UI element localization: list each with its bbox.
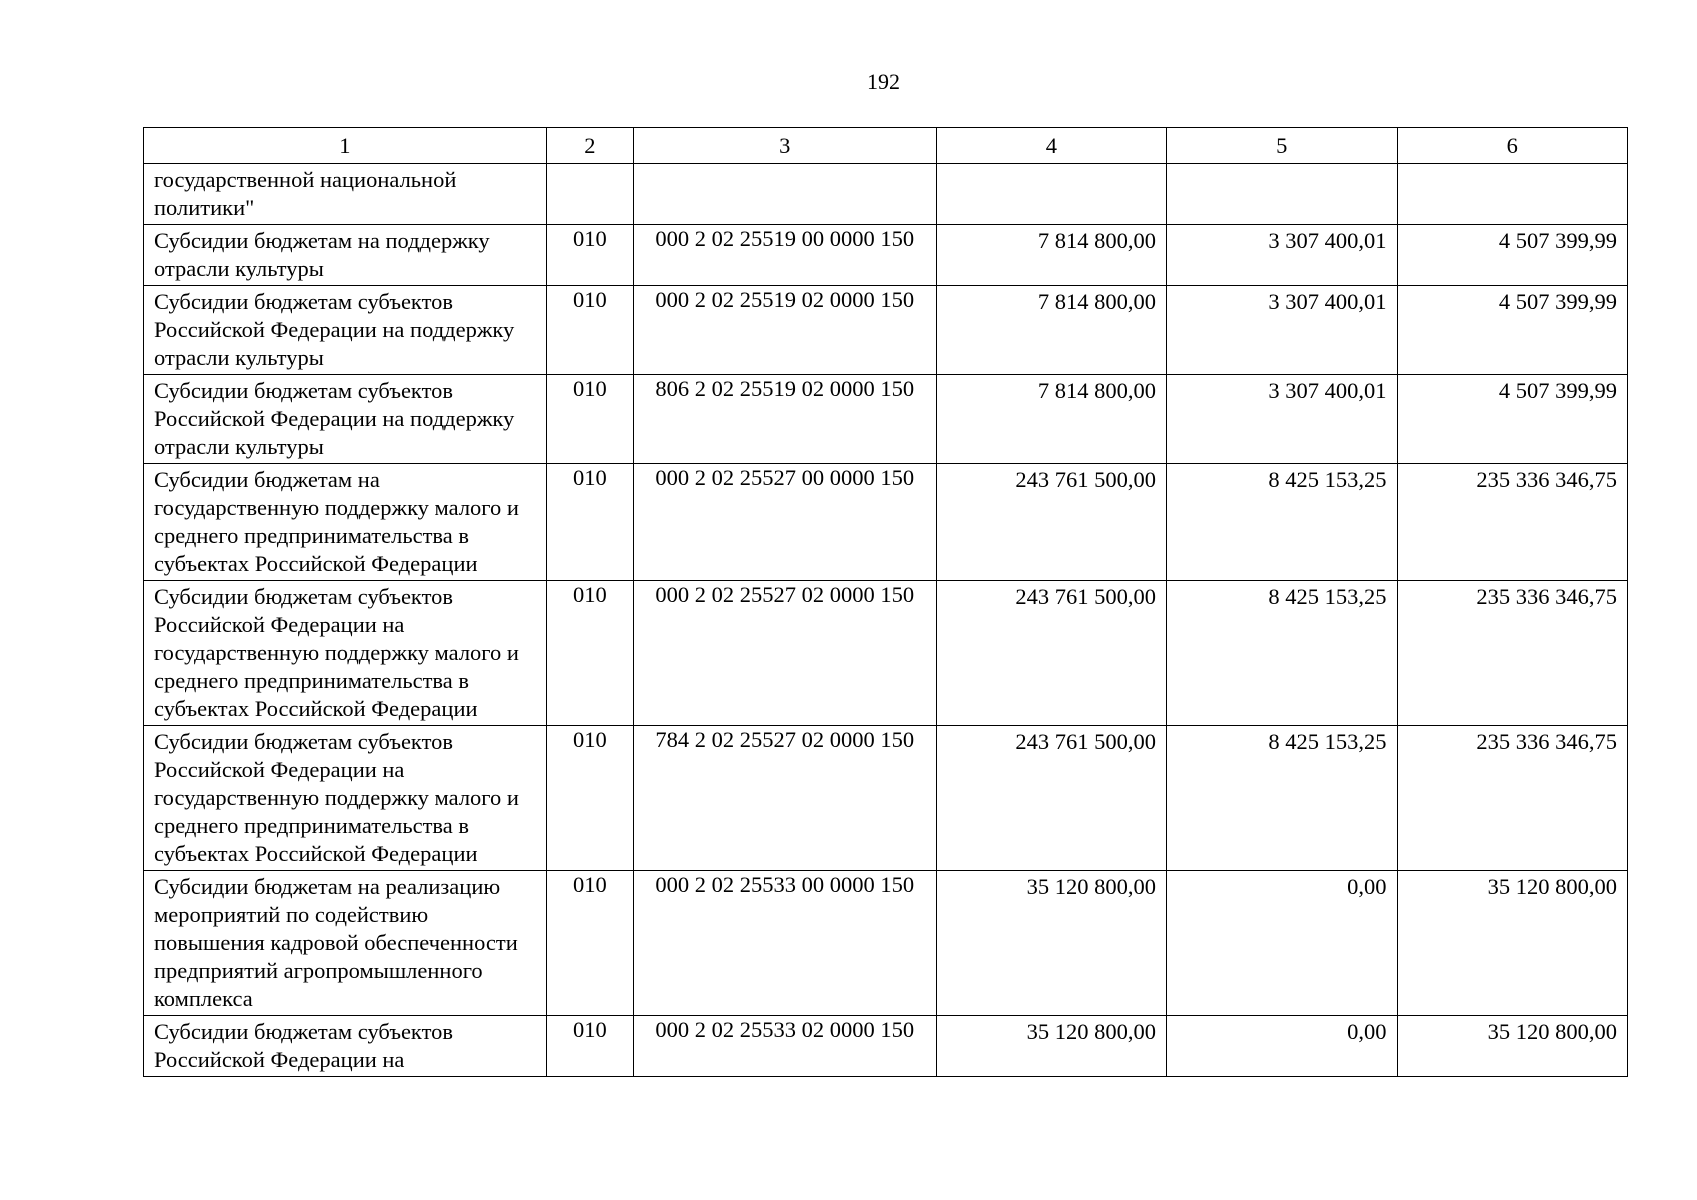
table-row [144, 286, 1628, 375]
header-row [144, 128, 1628, 164]
row-executed-cell: 8 425 153,25 [1167, 581, 1397, 726]
column-header: 2 [546, 128, 633, 164]
page-number: 192 [867, 69, 900, 94]
row-name-cell: Субсидии бюджетам на государственную поддержку малого и среднего предпринимательства в субъектах Российской Федерации [144, 464, 547, 581]
row-plan-cell [936, 164, 1166, 225]
row-plan-cell: 243 761 500,00 [936, 726, 1166, 871]
row-plan-cell: 7 814 800,00 [936, 375, 1166, 464]
row-name-cell: Субсидии бюджетам субъектов Российской Федерации на [144, 1016, 547, 1077]
row-name-cell: Субсидии бюджетам на поддержку отрасли культуры [144, 225, 547, 286]
row-kbk-cell: 000 2 02 25527 02 0000 150 [633, 581, 936, 726]
row-executed-cell: 0,00 [1167, 871, 1397, 1016]
row-executed-cell: 8 425 153,25 [1167, 464, 1397, 581]
row-name-cell: Субсидии бюджетам субъектов Российской Федерации на поддержку отрасли культуры [144, 286, 547, 375]
row-code-cell: 010 [546, 464, 633, 581]
row-executed-cell: 0,00 [1167, 1016, 1397, 1077]
row-plan-cell: 243 761 500,00 [936, 464, 1166, 581]
column-header: 1 [144, 128, 547, 164]
row-kbk-cell: 000 2 02 25527 00 0000 150 [633, 464, 936, 581]
row-code-cell: 010 [546, 871, 633, 1016]
row-name-cell: государственной национальной политики" [144, 164, 547, 225]
row-kbk-cell: 000 2 02 25533 02 0000 150 [633, 1016, 936, 1077]
row-kbk-cell: 784 2 02 25527 02 0000 150 [633, 726, 936, 871]
column-header: 5 [1167, 128, 1397, 164]
budget-table [143, 127, 1628, 1077]
row-remaining-cell: 4 507 399,99 [1397, 375, 1628, 464]
row-name-cell: Субсидии бюджетам субъектов Российской Федерации на государственную поддержку малого и среднего предпринимательства в субъектах Российской Федерации [144, 581, 547, 726]
row-remaining-cell: 235 336 346,75 [1397, 581, 1628, 726]
table-row [144, 375, 1628, 464]
row-code-cell: 010 [546, 225, 633, 286]
row-name-cell: Субсидии бюджетам субъектов Российской Федерации на государственную поддержку малого и среднего предпринимательства в субъектах Российской Федерации [144, 726, 547, 871]
table-row [144, 581, 1628, 726]
row-code-cell: 010 [546, 375, 633, 464]
table-row [144, 225, 1628, 286]
row-kbk-cell: 806 2 02 25519 02 0000 150 [633, 375, 936, 464]
row-executed-cell: 3 307 400,01 [1167, 225, 1397, 286]
row-executed-cell: 8 425 153,25 [1167, 726, 1397, 871]
row-code-cell: 010 [546, 726, 633, 871]
row-remaining-cell: 235 336 346,75 [1397, 726, 1628, 871]
row-kbk-cell: 000 2 02 25533 00 0000 150 [633, 871, 936, 1016]
row-kbk-cell [633, 164, 936, 225]
table-row [144, 871, 1628, 1016]
column-header: 4 [936, 128, 1166, 164]
row-kbk-cell: 000 2 02 25519 00 0000 150 [633, 225, 936, 286]
row-remaining-cell [1397, 164, 1628, 225]
row-remaining-cell: 35 120 800,00 [1397, 871, 1628, 1016]
column-header: 3 [633, 128, 936, 164]
row-name-cell: Субсидии бюджетам субъектов Российской Федерации на поддержку отрасли культуры [144, 375, 547, 464]
row-plan-cell: 7 814 800,00 [936, 286, 1166, 375]
row-executed-cell: 3 307 400,01 [1167, 375, 1397, 464]
row-kbk-cell: 000 2 02 25519 02 0000 150 [633, 286, 936, 375]
table-row [144, 464, 1628, 581]
row-code-cell: 010 [546, 286, 633, 375]
row-plan-cell: 35 120 800,00 [936, 871, 1166, 1016]
row-name-cell: Субсидии бюджетам на реализацию мероприятий по содействию повышения кадровой обеспеченности предприятий агропромышленного комплекса [144, 871, 547, 1016]
row-executed-cell: 3 307 400,01 [1167, 286, 1397, 375]
row-remaining-cell: 35 120 800,00 [1397, 1016, 1628, 1077]
row-code-cell: 010 [546, 1016, 633, 1077]
row-remaining-cell: 4 507 399,99 [1397, 225, 1628, 286]
row-remaining-cell: 235 336 346,75 [1397, 464, 1628, 581]
row-plan-cell: 35 120 800,00 [936, 1016, 1166, 1077]
table-row [144, 164, 1628, 225]
table-row [144, 726, 1628, 871]
row-plan-cell: 243 761 500,00 [936, 581, 1166, 726]
row-code-cell [546, 164, 633, 225]
row-executed-cell [1167, 164, 1397, 225]
row-remaining-cell: 4 507 399,99 [1397, 286, 1628, 375]
table-row [144, 1016, 1628, 1077]
row-code-cell: 010 [546, 581, 633, 726]
column-header: 6 [1397, 128, 1628, 164]
row-plan-cell: 7 814 800,00 [936, 225, 1166, 286]
